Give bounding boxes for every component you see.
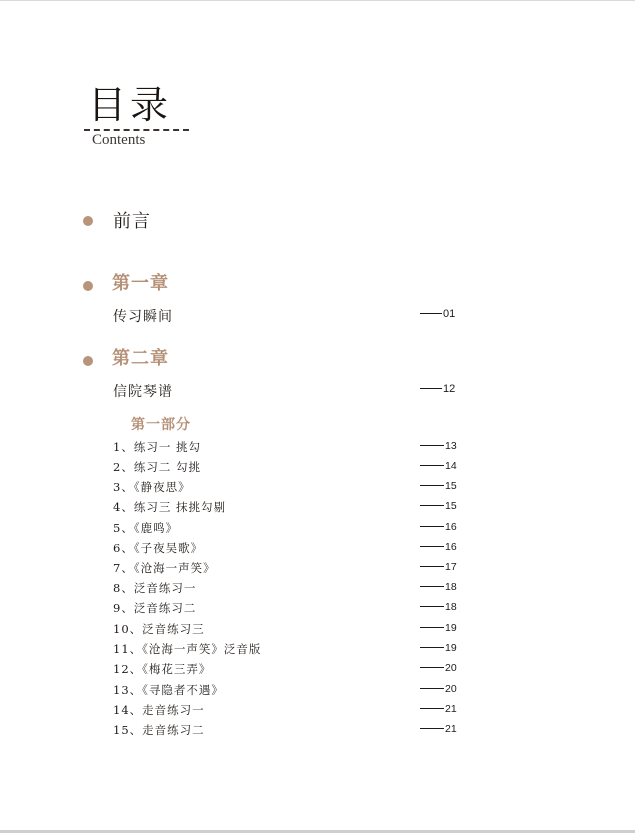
toc-item-page: [420, 601, 457, 613]
page-number: 14: [445, 460, 457, 472]
toc-item[interactable]: [113, 560, 463, 576]
toc-item-label: 12、《梅花三弄》: [113, 662, 212, 676]
toc-item-page: [420, 723, 457, 735]
toc-item-label: 11、《沧海一声笑》泛音版: [113, 642, 262, 656]
page-number: 01: [443, 308, 456, 320]
toc-chapter2-title[interactable]: 第二章: [112, 348, 169, 369]
toc-item-label: 9、泛音练习二: [113, 601, 197, 615]
toc-item-label: 7、《沧海一声笑》: [113, 561, 216, 575]
page-number: 15: [445, 480, 457, 492]
toc-item-label: 14、走音练习一: [113, 703, 205, 717]
toc-item[interactable]: [113, 580, 463, 596]
toc-entry-label: 信院琴谱: [113, 384, 173, 400]
toc-item-label: 5、《鹿鸣》: [113, 521, 179, 535]
page-subtitle: Contents: [92, 132, 146, 148]
toc-item[interactable]: [113, 499, 463, 515]
toc-item-page: [420, 703, 457, 715]
toc-item[interactable]: [113, 520, 463, 536]
toc-item-page: [420, 440, 457, 452]
toc-entry-page: [420, 308, 455, 320]
toc-chapter2-entry[interactable]: [113, 381, 463, 399]
toc-item-label: 10、泛音练习三: [113, 622, 205, 636]
toc-item[interactable]: [113, 621, 463, 637]
leader-dash: [420, 647, 444, 648]
toc-part1-title[interactable]: 第一部分: [131, 417, 191, 433]
leader-dash: [420, 485, 444, 486]
page-number: 12: [443, 383, 456, 395]
toc-item-page: [420, 500, 457, 512]
toc-item-label: 6、《子夜吴歌》: [113, 541, 204, 555]
page-number: 18: [445, 581, 457, 593]
toc-item-page: [420, 561, 457, 573]
toc-item[interactable]: [113, 661, 463, 677]
leader-dash: [420, 388, 442, 389]
toc-item-label: 15、走音练习二: [113, 723, 205, 737]
leader-dash: [420, 445, 444, 446]
page-number: 20: [445, 662, 457, 674]
page-number: 16: [445, 541, 457, 553]
toc-item[interactable]: [113, 459, 463, 475]
toc-entry-label: 传习瞬间: [113, 309, 173, 325]
page-number: 19: [445, 642, 457, 654]
bullet-dot-icon: [83, 216, 93, 226]
toc-item-page: [420, 622, 457, 634]
page-number: 17: [445, 561, 457, 573]
toc-item[interactable]: [113, 479, 463, 495]
leader-dash: [420, 313, 442, 314]
leader-dash: [420, 667, 444, 668]
toc-item[interactable]: [113, 439, 463, 455]
toc-item[interactable]: [113, 702, 463, 718]
toc-item[interactable]: [113, 600, 463, 616]
toc-item-page: [420, 581, 457, 593]
toc-item[interactable]: [113, 682, 463, 698]
toc-item[interactable]: [113, 641, 463, 657]
toc-item-label: 13、《寻隐者不遇》: [113, 683, 224, 697]
page-number: 18: [445, 601, 457, 613]
leader-dash: [420, 465, 444, 466]
toc-item[interactable]: [113, 540, 463, 556]
toc-item-page: [420, 460, 457, 472]
toc-item-label: 3、《静夜思》: [113, 480, 191, 494]
leader-dash: [420, 526, 444, 527]
page-number: 20: [445, 683, 457, 695]
page-number: 21: [445, 723, 457, 735]
toc-item-page: [420, 662, 457, 674]
leader-dash: [420, 688, 444, 689]
toc-item-label: 2、练习二 勾挑: [113, 460, 201, 474]
title-dashed-underline: [84, 129, 189, 131]
page-number: 15: [445, 500, 457, 512]
page-number: 13: [445, 440, 457, 452]
leader-dash: [420, 586, 444, 587]
toc-preface-title[interactable]: 前言: [113, 211, 151, 232]
leader-dash: [420, 505, 444, 506]
leader-dash: [420, 728, 444, 729]
bullet-dot-icon: [83, 281, 93, 291]
toc-item-label: 8、泛音练习一: [113, 581, 197, 595]
toc-chapter1-title[interactable]: 第一章: [112, 273, 169, 294]
toc-item-page: [420, 541, 457, 553]
page-number: 21: [445, 703, 457, 715]
page-title: 目录: [88, 83, 173, 127]
toc-item-page: [420, 521, 457, 533]
leader-dash: [420, 606, 444, 607]
leader-dash: [420, 546, 444, 547]
page-number: 19: [445, 622, 457, 634]
toc-entry-page: [420, 383, 455, 395]
leader-dash: [420, 627, 444, 628]
leader-dash: [420, 566, 444, 567]
leader-dash: [420, 708, 444, 709]
toc-item[interactable]: [113, 722, 463, 738]
toc-item-page: [420, 642, 457, 654]
toc-item-page: [420, 480, 457, 492]
toc-chapter1-entry[interactable]: [113, 306, 463, 324]
toc-item-page: [420, 683, 457, 695]
toc-item-label: 1、练习一 挑勾: [113, 440, 201, 454]
page-top-border: [0, 0, 635, 1]
page-number: 16: [445, 521, 457, 533]
bullet-dot-icon: [83, 356, 93, 366]
toc-item-label: 4、练习三 抹挑勾剔: [113, 500, 226, 514]
